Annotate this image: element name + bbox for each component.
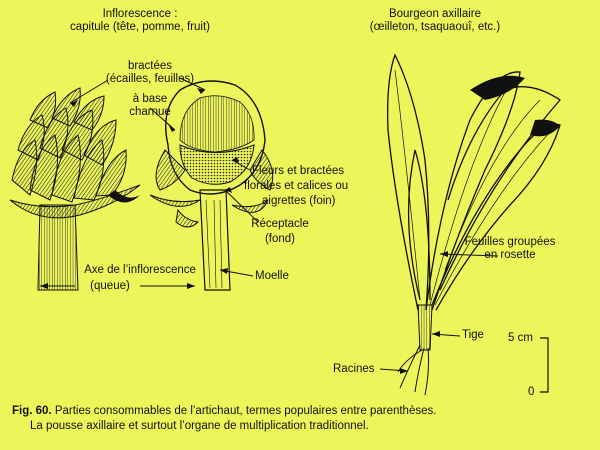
bourgeon-subtitle: (œilleton, tsaquaouî, etc.) — [369, 21, 501, 33]
label-racines: Racines — [333, 363, 375, 375]
label-feuilles-sub: en rosette — [484, 249, 536, 261]
label-fleurs-1: Fleurs et bractées — [252, 165, 345, 177]
label-fleurs-3: aigrettes (foin) — [262, 195, 336, 207]
label-base: à base — [132, 93, 168, 105]
label-fleurs-2: florales et calices ou — [244, 180, 349, 192]
scale-label-bottom: 0 — [528, 386, 535, 398]
label-moelle: Moelle — [255, 270, 289, 282]
label-base-sub: charnue — [129, 106, 171, 118]
bourgeon-title: Bourgeon axillaire — [388, 8, 482, 20]
label-receptacle: Réceptacle — [251, 218, 309, 230]
label-axe: Axe de l’inflorescence — [84, 264, 196, 276]
label-bractees: bractées — [127, 60, 173, 72]
scale-label-top: 5 cm — [508, 332, 533, 344]
caption-fig-label: Fig. 60. — [12, 405, 52, 417]
label-bractees-sub: (écailles, feuilles) — [105, 73, 195, 85]
label-feuilles: Feuilles groupées — [464, 236, 556, 248]
inflorescence-title: Inflorescence : — [102, 8, 178, 20]
inflorescence-subtitle: capitule (tête, pomme, fruit) — [70, 21, 210, 33]
caption-line-1: Parties consommables de l’artichaut, termes populaires entre parenthèses. — [51, 405, 437, 417]
label-receptacle-sub: (fond) — [264, 233, 296, 245]
figure-caption — [12, 404, 592, 434]
axillary-shoot-illustration — [388, 55, 560, 395]
scale-bar — [540, 338, 548, 392]
label-tige: Tige — [462, 329, 484, 341]
caption-line-2: La pousse axillaire et surtout l’organe de multiplication traditionnel. — [30, 420, 369, 432]
label-axe-sub: (queue) — [90, 280, 130, 292]
